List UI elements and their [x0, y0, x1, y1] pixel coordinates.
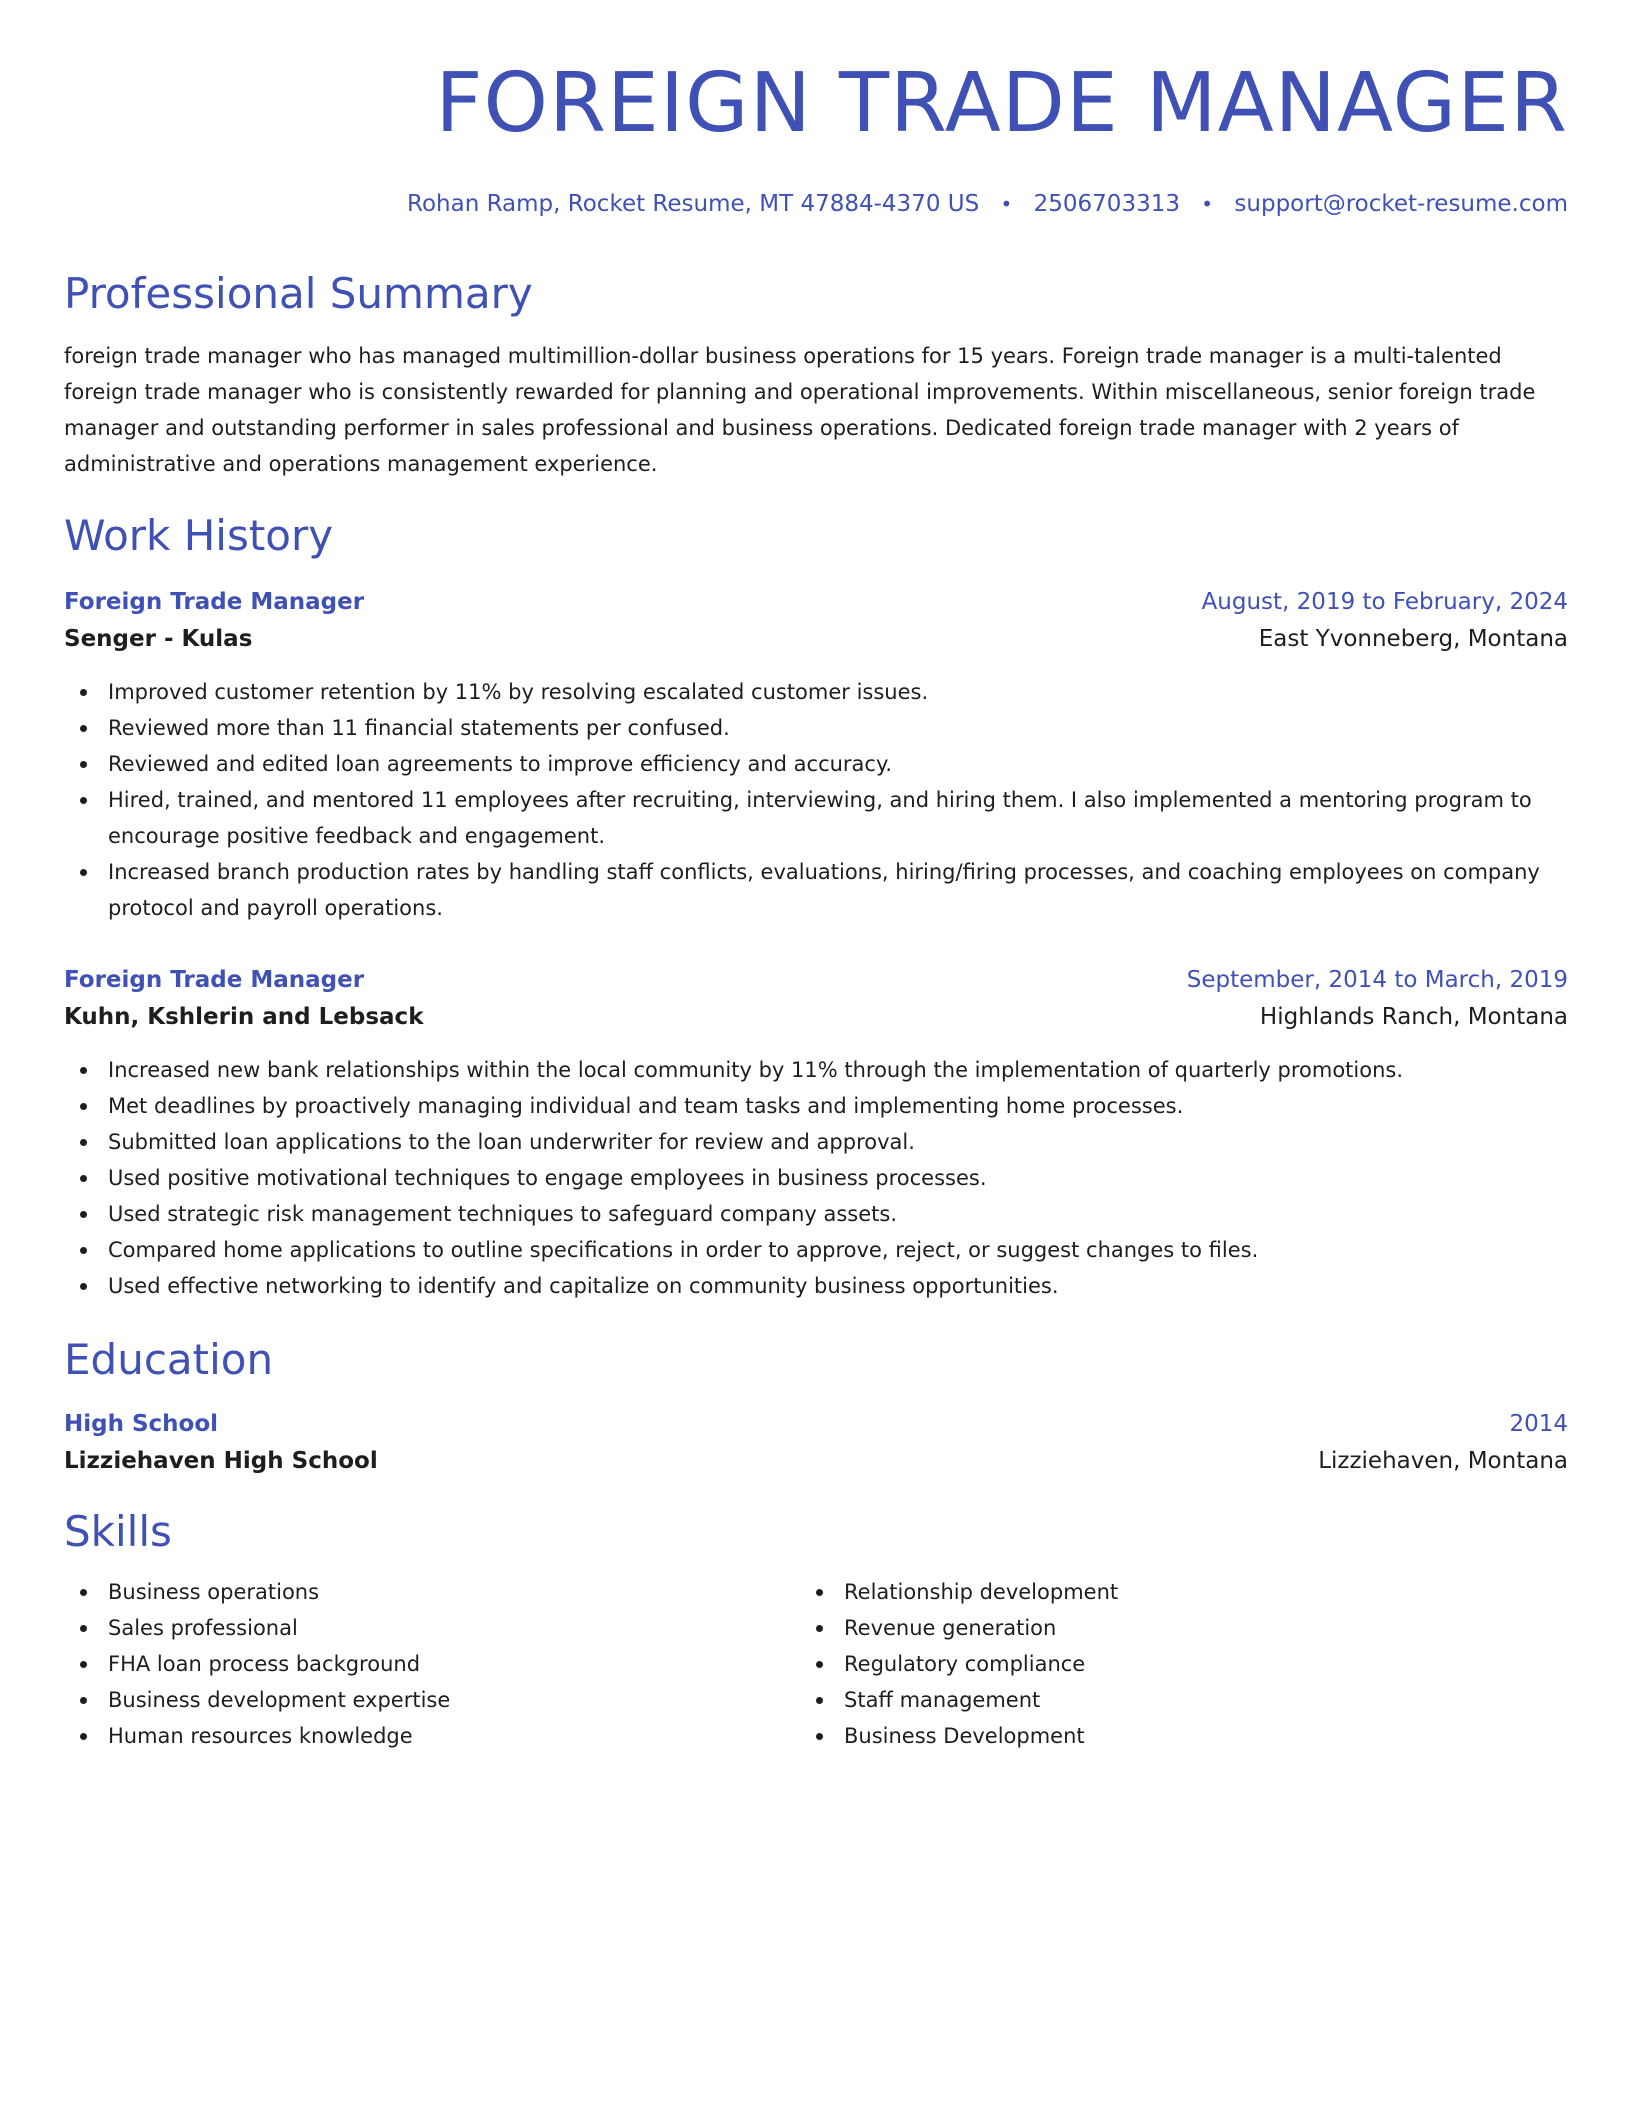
bullet-text: Used positive motivational techniques to engage employees in business processes.	[108, 1166, 987, 1190]
bullet-icon	[816, 1625, 823, 1632]
skills-column-left	[64, 1574, 800, 1754]
list-item	[64, 746, 1568, 782]
skill-item	[64, 1646, 800, 1682]
bullet-icon	[816, 1697, 823, 1704]
job-role: Foreign Trade Manager	[64, 967, 365, 993]
list-item	[64, 1268, 1568, 1304]
job-dates: September, 2014 to March, 2019	[1186, 967, 1568, 993]
bullet-icon	[816, 1661, 823, 1668]
bullet-text: Submitted loan applications to the loan underwriter for review and approval.	[108, 1130, 915, 1154]
contact-line	[64, 188, 1568, 220]
list-item	[64, 854, 1568, 926]
bullet-text: Compared home applications to outline specifications in order to approve, reject, or suggest changes to files.	[108, 1238, 1259, 1262]
skill-text: FHA loan process background	[108, 1652, 421, 1676]
bullet-icon	[80, 725, 87, 732]
section-title-work-history: Work History	[64, 511, 334, 560]
bullet-icon	[80, 1211, 87, 1218]
bullet-icon	[80, 869, 87, 876]
candidate-title: FOREIGN TRADE MANAGER	[435, 56, 1568, 151]
job-location: East Yvonneberg, Montana	[1258, 626, 1568, 652]
skill-item	[800, 1610, 1536, 1646]
bullet-icon	[80, 1067, 87, 1074]
section-title-skills: Skills	[64, 1507, 172, 1556]
list-item	[64, 782, 1568, 854]
skill-text: Human resources knowledge	[108, 1724, 413, 1748]
bullet-icon	[80, 1139, 87, 1146]
education-entry	[64, 1406, 1568, 1480]
job-entry	[64, 962, 1568, 1304]
job-bullets	[64, 1052, 1568, 1304]
contact-phone[interactable]: 2506703313	[1033, 191, 1180, 217]
skill-text: Revenue generation	[844, 1616, 1057, 1640]
bullet-icon	[80, 689, 87, 696]
summary-text: foreign trade manager who has managed multimillion-dollar business operations for 15 years. Foreign trade manager is a multi-talented foreign trade manager who is consistently rewarded for planning and operational improvements. Within miscellaneous, senior foreign trade manager and outstanding performer in sales professional and business operations. Dedicated foreign trade manager with 2 years of administrative and operations management experience.	[64, 344, 1536, 476]
bullet-text: Improved customer retention by 11% by resolving escalated customer issues.	[108, 680, 929, 704]
job-location: Highlands Ranch, Montana	[1259, 1004, 1568, 1030]
bullet-icon	[80, 1589, 87, 1596]
list-item	[64, 1124, 1568, 1160]
skill-item	[64, 1610, 800, 1646]
bullet-icon	[80, 1625, 87, 1632]
bullet-text: Reviewed and edited loan agreements to improve efficiency and accuracy.	[108, 752, 893, 776]
job-company: Kuhn, Kshlerin and Lebsack	[64, 1004, 424, 1030]
skill-text: Relationship development	[844, 1580, 1119, 1604]
bullet-text: Hired, trained, and mentored 11 employees after recruiting, interviewing, and hiring them. I also implemented a mentoring program to encourage positive feedback and engagement.	[108, 788, 1532, 848]
contact-email[interactable]: support@rocket-resume.com	[1234, 191, 1568, 217]
bullet-text: Used strategic risk management techniques to safeguard company assets.	[108, 1202, 898, 1226]
skills-column-right	[800, 1574, 1536, 1754]
bullet-icon	[80, 1175, 87, 1182]
job-company: Senger - Kulas	[64, 626, 253, 652]
education-location: Lizziehaven, Montana	[1318, 1448, 1568, 1474]
bullet-icon	[80, 1733, 87, 1740]
list-item	[64, 1088, 1568, 1124]
education-year: 2014	[1509, 1411, 1568, 1437]
bullet-icon	[80, 1283, 87, 1290]
skill-text: Staff management	[844, 1688, 1041, 1712]
bullet-text: Increased new bank relationships within the local community by 11% through the implementation of quarterly promotions.	[108, 1058, 1404, 1082]
section-title-summary: Professional Summary	[64, 269, 533, 318]
bullet-icon	[816, 1733, 823, 1740]
section-title-education: Education	[64, 1335, 274, 1384]
bullet-icon	[80, 797, 87, 804]
list-item	[64, 674, 1568, 710]
bullet-text: Reviewed more than 11 financial statements per confused.	[108, 716, 730, 740]
skill-item	[800, 1574, 1536, 1610]
skill-item	[800, 1646, 1536, 1682]
bullet-text: Met deadlines by proactively managing individual and team tasks and implementing home processes.	[108, 1094, 1184, 1118]
skills-grid	[64, 1574, 1568, 1754]
contact-separator: •	[1000, 192, 1013, 216]
list-item	[64, 710, 1568, 746]
bullet-icon	[80, 761, 87, 768]
skill-item	[64, 1718, 800, 1754]
job-entry	[64, 584, 1568, 926]
bullet-icon	[80, 1103, 87, 1110]
bullet-text: Used effective networking to identify and capitalize on community business opportunities.	[108, 1274, 1059, 1298]
skill-text: Business Development	[844, 1724, 1085, 1748]
job-dates: August, 2019 to February, 2024	[1201, 589, 1568, 615]
skill-item	[800, 1682, 1536, 1718]
contact-address: Rohan Ramp, Rocket Resume, MT 47884-4370 US	[407, 191, 980, 217]
job-bullets	[64, 674, 1568, 926]
education-degree: High School	[64, 1411, 219, 1437]
list-item	[64, 1196, 1568, 1232]
bullet-icon	[80, 1697, 87, 1704]
contact-separator: •	[1201, 192, 1214, 216]
skill-text: Sales professional	[108, 1616, 298, 1640]
skill-item	[64, 1574, 800, 1610]
bullet-icon	[80, 1661, 87, 1668]
list-item	[64, 1232, 1568, 1268]
education-school: Lizziehaven High School	[64, 1448, 378, 1474]
list-item	[64, 1052, 1568, 1088]
skill-text: Business development expertise	[108, 1688, 451, 1712]
bullet-icon	[816, 1589, 823, 1596]
list-item	[64, 1160, 1568, 1196]
skill-item	[800, 1718, 1536, 1754]
skill-text: Business operations	[108, 1580, 320, 1604]
skill-item	[64, 1682, 800, 1718]
job-role: Foreign Trade Manager	[64, 589, 365, 615]
bullet-text: Increased branch production rates by handling staff conflicts, evaluations, hiring/firing processes, and coaching employees on company protocol and payroll operations.	[108, 860, 1540, 920]
bullet-icon	[80, 1247, 87, 1254]
skill-text: Regulatory compliance	[844, 1652, 1086, 1676]
